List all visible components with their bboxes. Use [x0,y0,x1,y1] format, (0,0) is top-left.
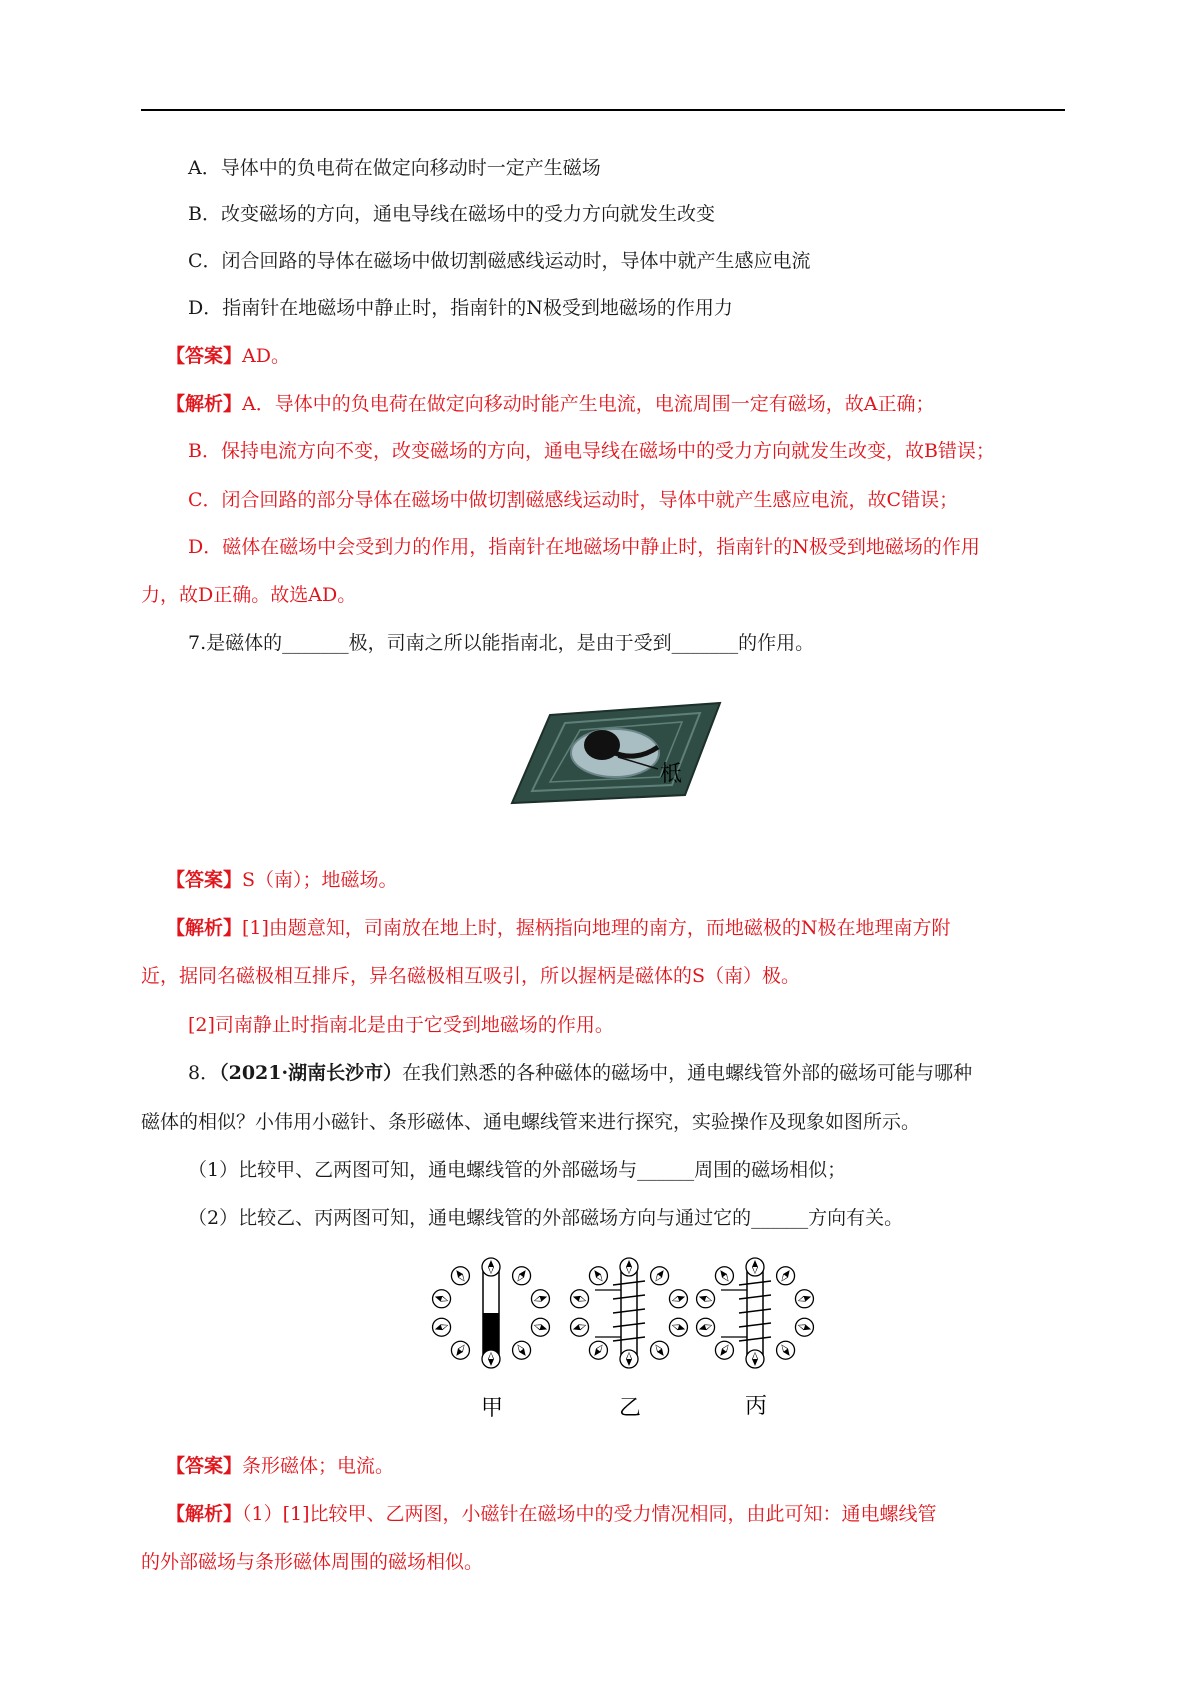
compass-needle [746,1350,764,1368]
analysis-tag: 【解析】 [166,917,243,939]
analysis-tag: 【解析】 [166,393,243,415]
compass-needle [715,1341,733,1359]
q8-stem-2: 磁体的相似？小伟用小磁针、条形磁体、通电螺线管来进行探究，实验操作及现象如图所示。 [141,1111,921,1133]
figure-label-yi: 乙 [619,1396,642,1421]
compass-needle [451,1341,469,1359]
compass-needle [589,1341,607,1359]
compass-needle [777,1341,795,1359]
solenoid-tube [621,1265,637,1361]
compass-needle [697,1290,715,1308]
q7-question: 7.是磁体的_______极，司南之所以能指南北，是由于受到_______的作用。 [188,632,815,654]
compass-needle [451,1267,469,1285]
q8-analysis-2: 的外部磁场与条形磁体周围的磁场相似。 [141,1551,484,1573]
analysis-text: （1）[1]比较甲、乙两图，小磁针在磁场中的受力情况相同，由此可知：通电螺线管 [242,1503,937,1525]
compass-needle [571,1318,589,1336]
compass-needle [669,1290,687,1308]
compass-needle [651,1341,669,1359]
header-rule [141,109,1065,111]
q6-answer [166,343,290,369]
q6-option-a: A．导体中的负电荷在做定向移动时一定产生磁场 [188,157,601,179]
q8-analysis-1 [166,1501,937,1527]
q6-analysis-2: B．保持电流方向不变，改变磁场的方向，通电导线在磁场中的受力方向就发生改变，故B错误； [188,440,995,462]
compass-needle [746,1258,764,1276]
q8-sub-2: （2）比较乙、丙两图可知，通电螺线管的外部磁场方向与通过它的______方向有关。 [188,1207,904,1229]
figure-label-di: 柢 [660,762,683,787]
q7-analysis-2: 近，据同名磁极相互排斥，异名磁极相互吸引，所以握柄是磁体的S（南）极。 [141,965,801,987]
figure-jia [433,1258,550,1368]
compass-needle [651,1267,669,1285]
compass-needle [531,1318,549,1336]
answer-text: S（南）；地磁场。 [242,869,398,891]
answer-text: AD。 [242,345,290,367]
compass-needle [571,1290,589,1308]
compass-needle [715,1267,733,1285]
compass-needle [795,1290,813,1308]
q8-source: （2021·湖南长沙市） [219,1062,403,1084]
q8-stem-text: 在我们熟悉的各种磁体的磁场中，通电螺线管外部的磁场可能与哪种 [402,1062,973,1084]
compass-needle [777,1267,795,1285]
compass-needle [482,1258,500,1276]
compass-needle [620,1350,638,1368]
q6-analysis-4: D．磁体在磁场中会受到力的作用，指南针在地磁场中静止时，指南针的N极受到地磁场的作用 [188,536,980,558]
analysis-text: [1]由题意知，司南放在地上时，握柄指向地理的南方，而地磁极的N极在地理南方附 [242,917,951,939]
figure-bing [697,1258,814,1368]
q6-option-d: D．指南针在地磁场中静止时，指南针的N极受到地磁场的作用力 [188,297,733,319]
compass-needle [513,1341,531,1359]
analysis-tag: 【解析】 [166,1503,243,1525]
figure-label-jia: 甲 [481,1396,504,1421]
figure-yi [571,1258,688,1368]
compass-needle [795,1318,813,1336]
q6-option-b: B．改变磁场的方向，通电导线在磁场中的受力方向就发生改变 [188,203,715,225]
compass-needle [513,1267,531,1285]
answer-text: 条形磁体；电流。 [242,1455,395,1477]
q6-option-c: C．闭合回路的导体在磁场中做切割磁感线运动时，导体中就产生感应电流 [188,250,811,272]
q7-analysis-1 [166,915,951,941]
q7-analysis-3: [2]司南静止时指南北是由于它受到地磁场的作用。 [188,1014,614,1036]
magnet-experiment-figure [415,1255,835,1425]
q8-answer [166,1453,394,1479]
answer-tag: 【答案】 [166,1455,243,1477]
q6-analysis-3: C．闭合回路的部分导体在磁场中做切割磁感线运动时，导体中就产生感应电流，故C错误； [188,489,959,511]
answer-tag: 【答案】 [166,345,243,367]
q8-sub-1: （1）比较甲、乙两图可知，通电螺线管的外部磁场与______周围的磁场相似； [188,1159,847,1181]
analysis-text: A．导体中的负电荷在做定向移动时能产生电流，电流周围一定有磁场，故A正确； [242,393,935,415]
compass-needle [697,1318,715,1336]
compass-needle [433,1290,451,1308]
q6-analysis-1 [166,391,934,417]
compass-needle [620,1258,638,1276]
answer-tag: 【答案】 [166,869,243,891]
q7-answer [166,867,398,893]
compass-needle [589,1267,607,1285]
compass-needle [482,1350,500,1368]
figure-label-bing: 丙 [745,1394,768,1419]
solenoid-tube [747,1265,763,1361]
sinan-figure [510,685,725,815]
compass-needle [669,1318,687,1336]
q8-stem-1 [188,1060,972,1086]
q8-number: 8． [188,1062,220,1084]
compass-needle [531,1290,549,1308]
compass-needle [433,1318,451,1336]
q6-analysis-5: 力，故D正确。故选AD。 [141,584,357,606]
